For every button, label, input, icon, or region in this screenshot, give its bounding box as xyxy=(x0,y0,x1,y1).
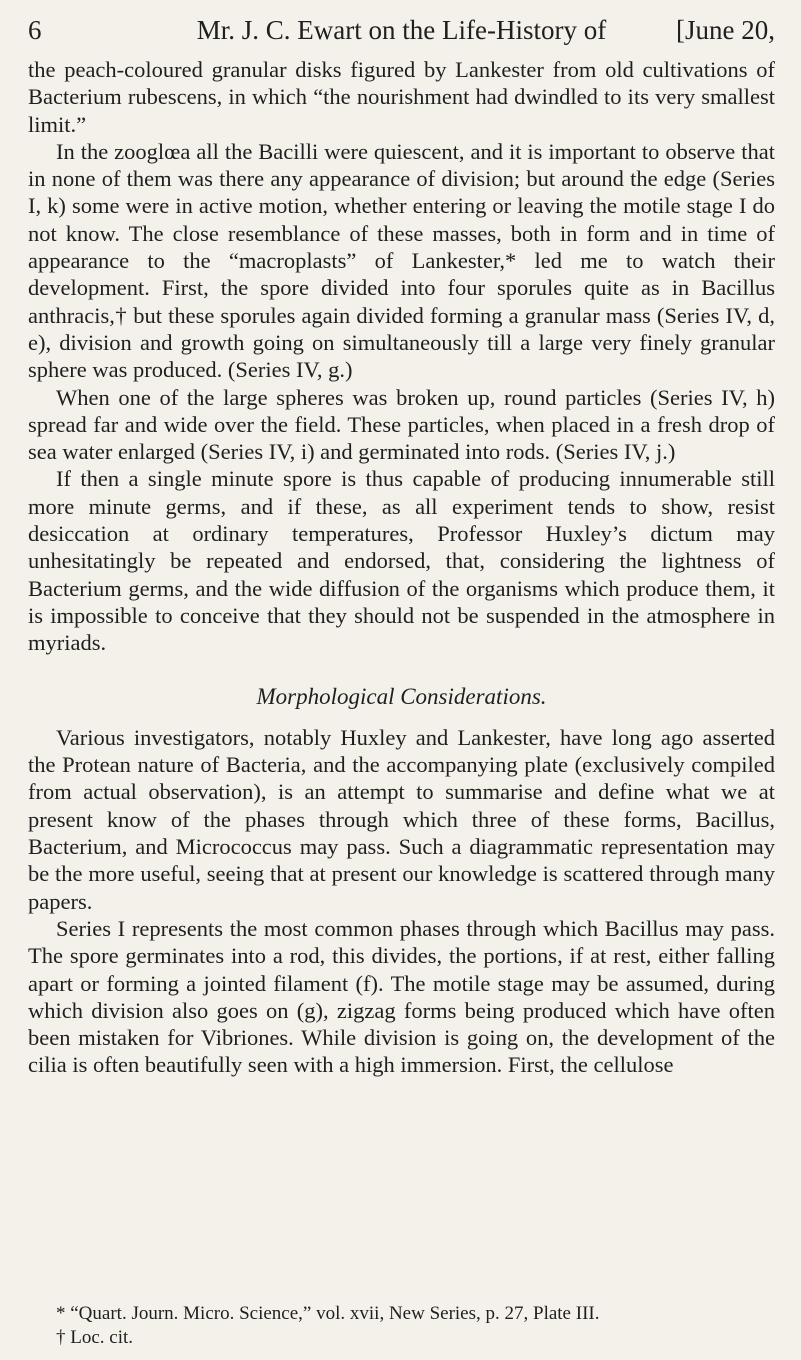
paragraph: Series I represents the most common phases through which Bacillus may pass. The spore germinates into a rod, this divides, the portions, if at rest, either falling apart or forming a jointed filament (f). The motile stage may be assumed, during which division also goes on (g), zigzag forms being produced which have often been mistaken for Vibriones. While division is going on, the development of the cilia is often beautifully seen with a high immersion. First, the cellulose xyxy=(28,915,775,1078)
footnote: † Loc. cit. xyxy=(56,1327,134,1348)
paragraph: Various investigators, notably Huxley and Lankester, have long ago asserted the Protean nature of Bacteria, and the accompanying plate (exclusively compiled from actual observation), is an attempt to summarise and define what we at present know of the phases through which three of these forms, Bacillus, Bacterium, and Micrococcus may pass. Such a diagrammatic representation may be the more useful, seeing that at present our knowledge is scattered through many papers. xyxy=(28,724,775,914)
paragraph: If then a single minute spore is thus capable of producing innumerable still more minute germs, and if these, as all experiment tends to show, resist desiccation at ordinary temperatures, Professor Huxley’s dictum may unhesitatingly be repeated and endorsed, that, considering the lightness of Bacterium germs, and the wide diffusion of the organisms which produce them, it is impossible to conceive that they should not be suspended in the atmosphere in myriads. xyxy=(28,466,775,656)
paragraph: In the zooglœa all the Bacilli were quiescent, and it is important to observe that in none of them was there any appearance of division; but around the edge (Series I, k) some were in active motion, whether entering or leaving the motile stage I do not know. The close resemblance of these masses, both in form and in time of appearance to the “macroplasts” of Lankester,* led me to watch their development. First, the spore divided into four sporules quite as in Bacillus anthracis,† but these sporules again divided forming a granular mass (Series IV, d, e), division and growth going on simultaneously till a large very finely granular sphere was produced. (Series IV, g.) xyxy=(28,138,775,383)
body-text xyxy=(28,56,775,1079)
paragraph: When one of the large spheres was broken up, round particles (Series IV, h) spread far and wide over the field. These particles, when placed in a fresh drop of sea water enlarged (Series IV, i) and germinated into rods. (Series IV, j.) xyxy=(28,384,775,465)
running-header xyxy=(28,10,775,50)
page-number: 6 xyxy=(28,15,42,45)
paragraph: the peach-coloured granular disks figured by Lankester from old cultivations of Bacterium rubescens, in which “the nourishment had dwindled to its very smallest limit.” xyxy=(28,57,775,137)
running-title: Mr. J. C. Ewart on the Life-History of xyxy=(196,15,607,45)
running-date: [June 20, xyxy=(676,15,775,45)
footnote: * “Quart. Journ. Micro. Science,” vol. xvii, New Series, p. 27, Plate III. xyxy=(56,1303,600,1324)
footnotes xyxy=(28,1302,775,1350)
section-heading: Morphological Considerations. xyxy=(256,683,547,709)
